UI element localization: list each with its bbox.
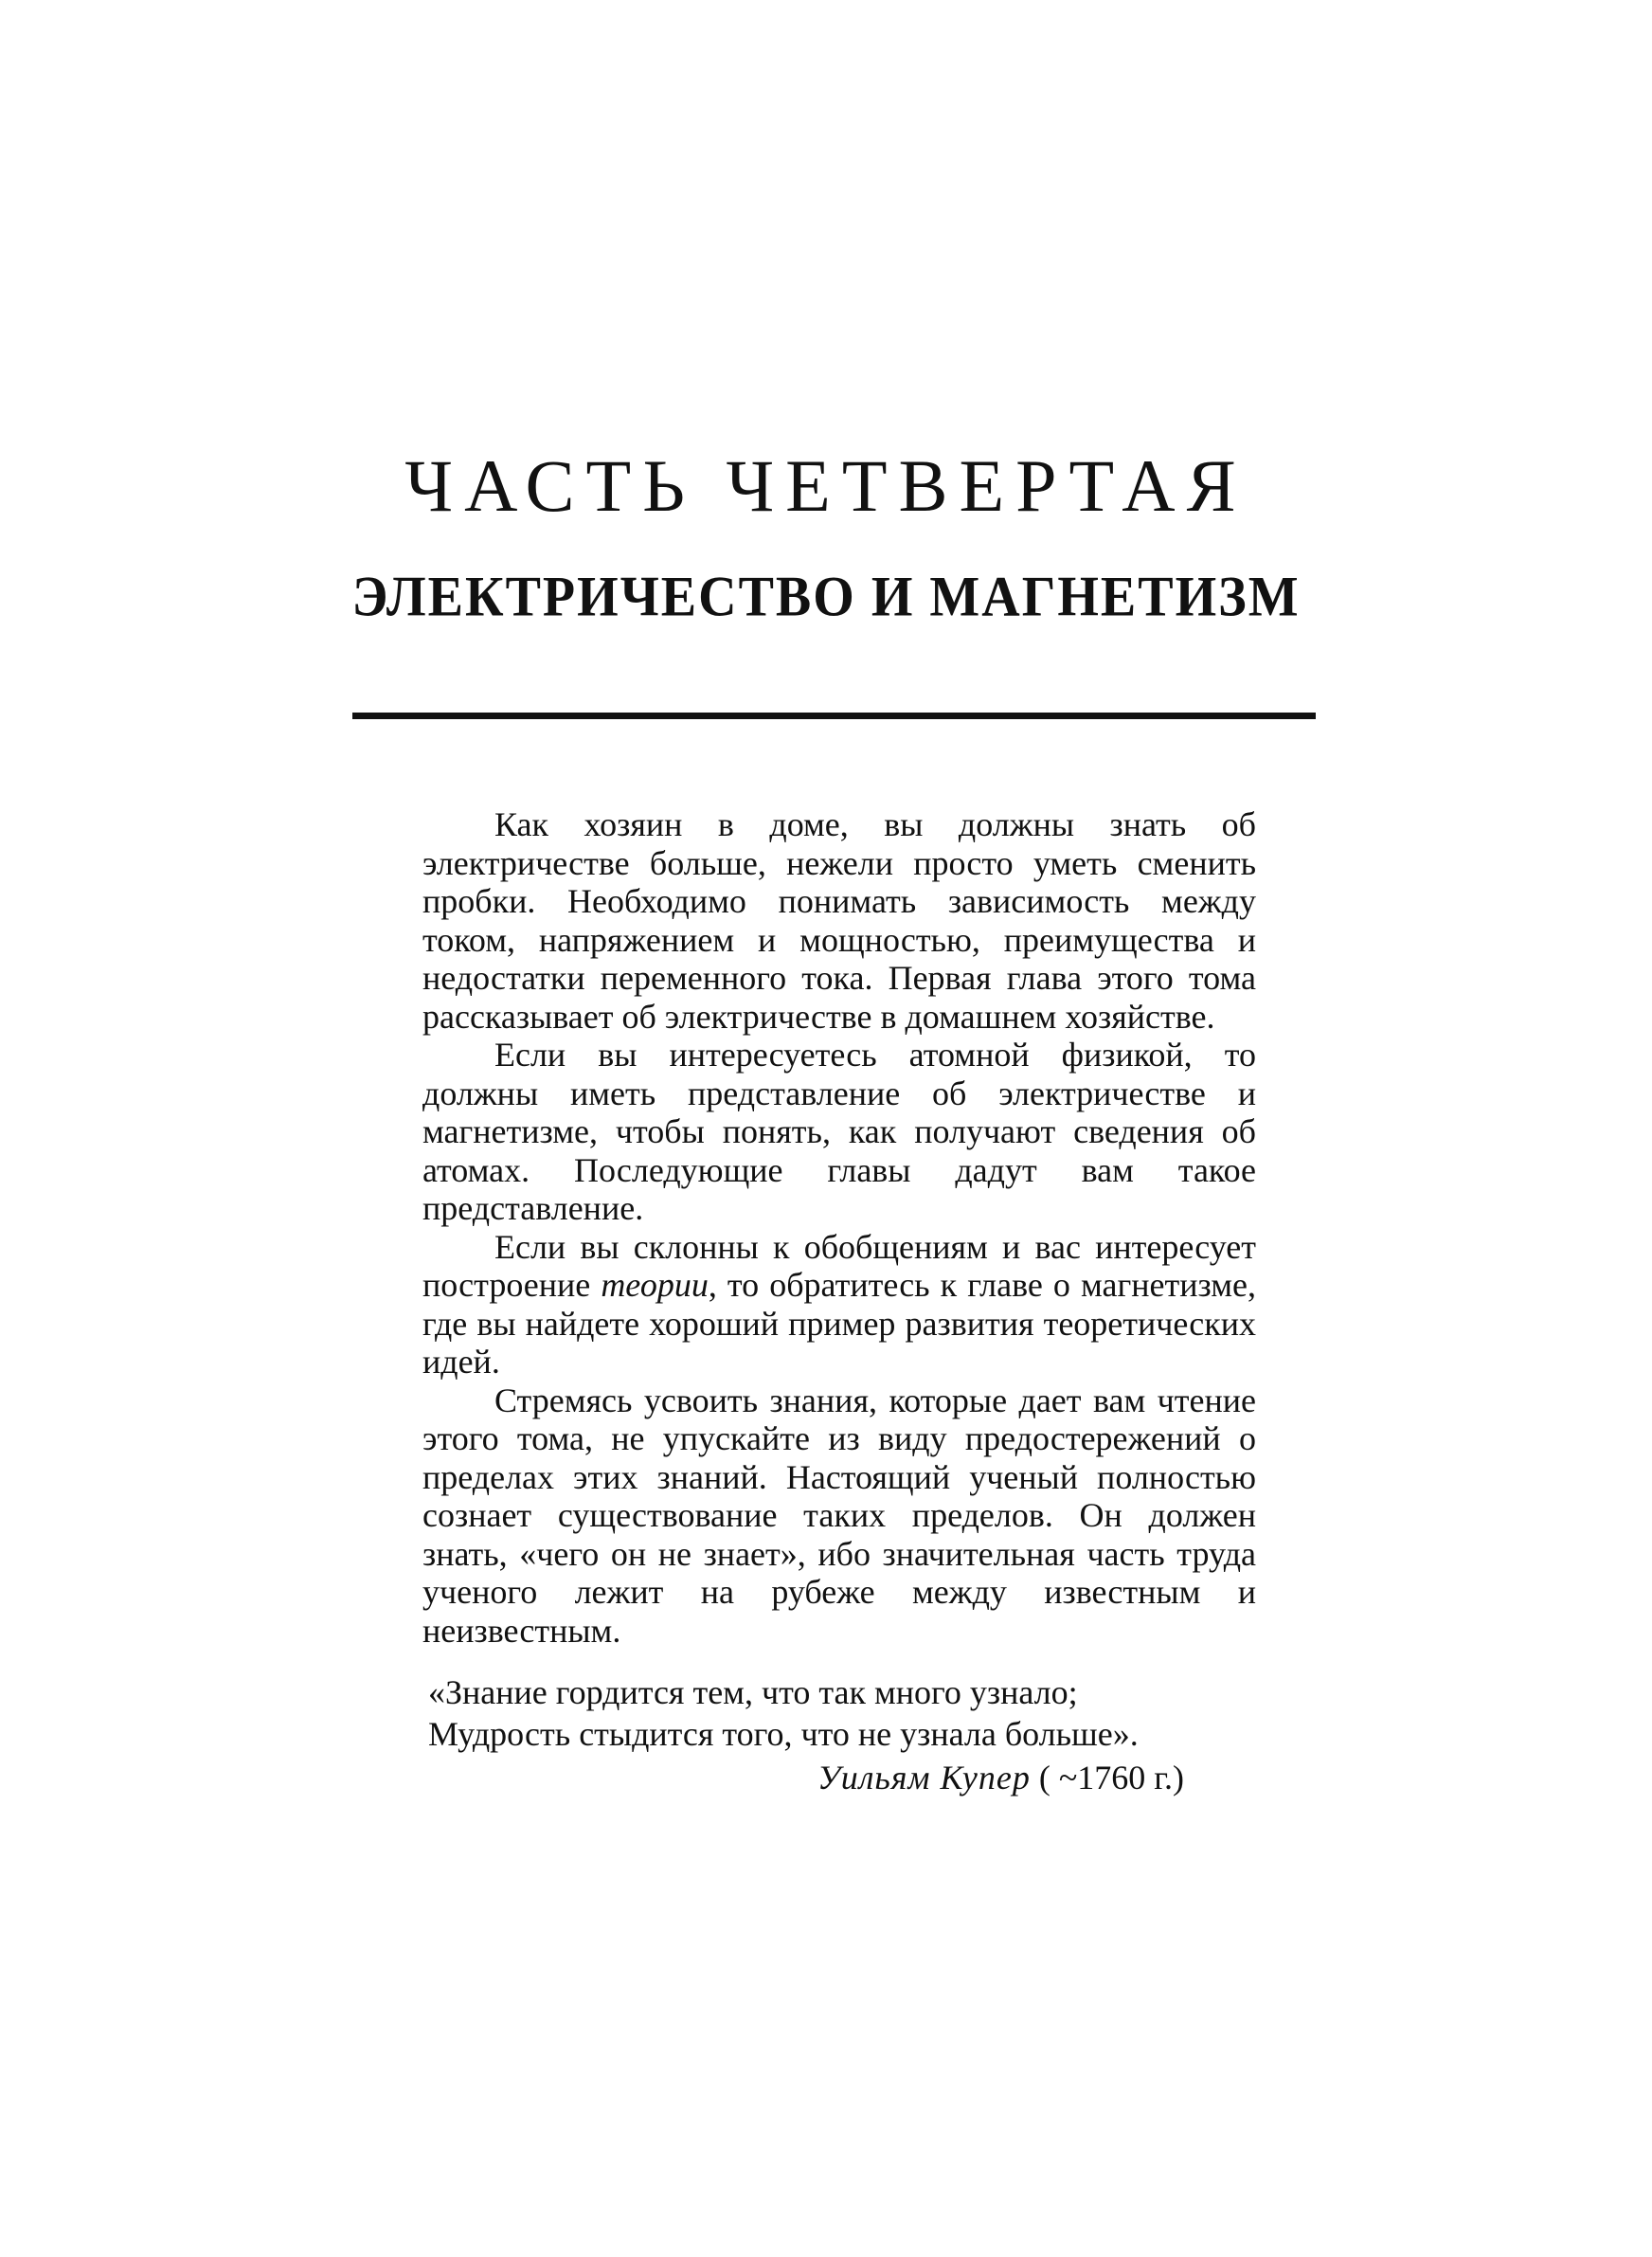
paragraph: Стремясь усвоить знания, которые дает вам чтение этого тома, не упускайте из виду предостережений о пределах этих знаний. Настоящий ученый полностью сознает существование таких пределов. Он должен знать, «чего он не знает», ибо значительная часть труда ученого лежит на рубеже между известным и неизвестным. <box>422 1381 1256 1650</box>
epigraph-quote <box>428 1671 1262 1755</box>
introduction-text <box>422 805 1256 1650</box>
paragraph <box>422 1228 1256 1381</box>
paragraph-text: , то обратитесь к главе о магнетизме, где вы найдете хороший пример развития теоретических идей. <box>422 1266 1256 1381</box>
quote-attribution <box>817 1758 1184 1797</box>
paragraph: Как хозяин в доме, вы должны знать об электричестве больше, нежели просто уметь сменить пробки. Необходимо понимать зависимость между током, напряжением и мощностью, преимущества и недостатки переменного тока. Первая глава этого тома рассказывает об электричестве в домашнем хозяйстве. <box>422 805 1256 1036</box>
emphasized-word: теории <box>601 1266 709 1304</box>
quote-line: Мудрость стыдится того, что не узнала больше». <box>428 1715 1139 1753</box>
part-title: ЧАСТЬ ЧЕТВЕРТАЯ <box>404 444 1248 527</box>
paragraph: Если вы интересуетесь атомной физикой, то должны иметь представление об электричестве и магнетизме, чтобы понять, как получают сведения об атомах. Последующие главы дадут вам такое представление. <box>422 1036 1256 1227</box>
section-title: ЭЛЕКТРИЧЕСТВО И МАГНЕТИЗМ <box>351 565 1301 629</box>
quote-date: ( ~1760 г.) <box>1038 1759 1184 1797</box>
title-divider <box>352 713 1316 719</box>
paragraph-text: Если вы склонны к обобщениям и вас интересует построение <box>422 1227 1256 1304</box>
quote-author: Уильям Купер <box>817 1759 1031 1797</box>
quote-line: «Знание гордится тем, что так много узнало; <box>428 1673 1078 1711</box>
